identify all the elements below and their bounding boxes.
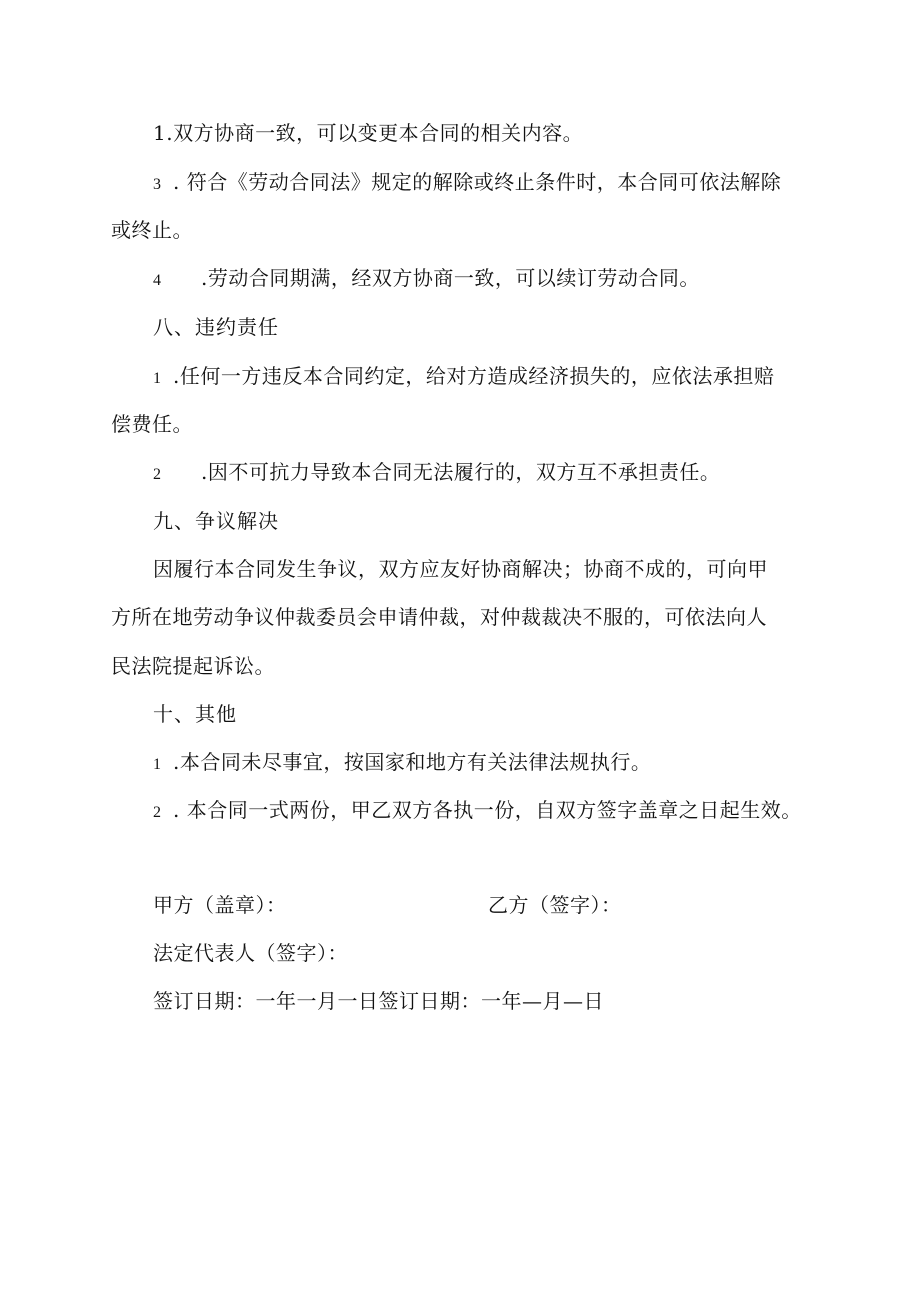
- clause7-item3-line1: [153, 170, 781, 197]
- clause8-heading: 八、违约责任: [153, 315, 279, 339]
- clause10-item1: [153, 750, 651, 777]
- item-text: .本合同未尽事宜，按国家和地方有关法律法规执行。: [173, 750, 652, 774]
- clause8-item2: [153, 460, 720, 487]
- clause7-item1: 1.双方协商一致，可以变更本合同的相关内容。: [153, 121, 584, 145]
- item-text: .任何一方违反本合同约定，给对方造成经济损失的，应依法承担赔: [173, 364, 775, 388]
- item-number: 1: [153, 756, 162, 773]
- clause8-item1-line2: 偿费任。: [111, 412, 193, 436]
- item-number: 2: [153, 466, 162, 483]
- clause7-item4: [153, 266, 700, 293]
- clause8-item1-line1: [153, 364, 774, 391]
- item-text: . 符合《劳动合同法》规定的解除或终止条件时，本合同可依法解除: [173, 170, 782, 194]
- clause10-item2: [153, 798, 802, 825]
- item-number: 4: [153, 272, 162, 289]
- item-number: 3: [153, 176, 162, 193]
- item-number: 1: [153, 370, 162, 387]
- item-text: .因不可抗力导致本合同无法履行的，双方互不承担责任。: [201, 460, 721, 484]
- party-a-seal-label: 甲方（盖章）：: [153, 893, 287, 917]
- signing-dates: 签订日期：一年一月一日签订日期：一年—月—日: [153, 989, 604, 1013]
- clause9-heading: 九、争议解决: [153, 509, 279, 533]
- legal-rep-signature-label: 法定代表人（签字）：: [153, 941, 348, 965]
- clause9-para-line3: 民法院提起诉讼。: [111, 654, 275, 678]
- item-text: .劳动合同期满，经双方协商一致，可以续订劳动合同。: [201, 266, 700, 290]
- clause9-para-line2: 方所在地劳动争议仲裁委员会申请仲裁，对仲裁裁决不服的，可依法向人: [111, 605, 767, 629]
- item-text: . 本合同一式两份，甲乙双方各执一份，自双方签字盖章之日起生效。: [173, 798, 802, 822]
- party-b-signature-label: 乙方（签字）：: [488, 893, 622, 917]
- clause10-heading: 十、其他: [153, 702, 237, 726]
- item-number: 2: [153, 804, 162, 821]
- clause7-item3-line2: 或终止。: [111, 218, 193, 242]
- clause9-para-line1: 因履行本合同发生争议，双方应友好协商解决；协商不成的，可向甲: [153, 557, 768, 581]
